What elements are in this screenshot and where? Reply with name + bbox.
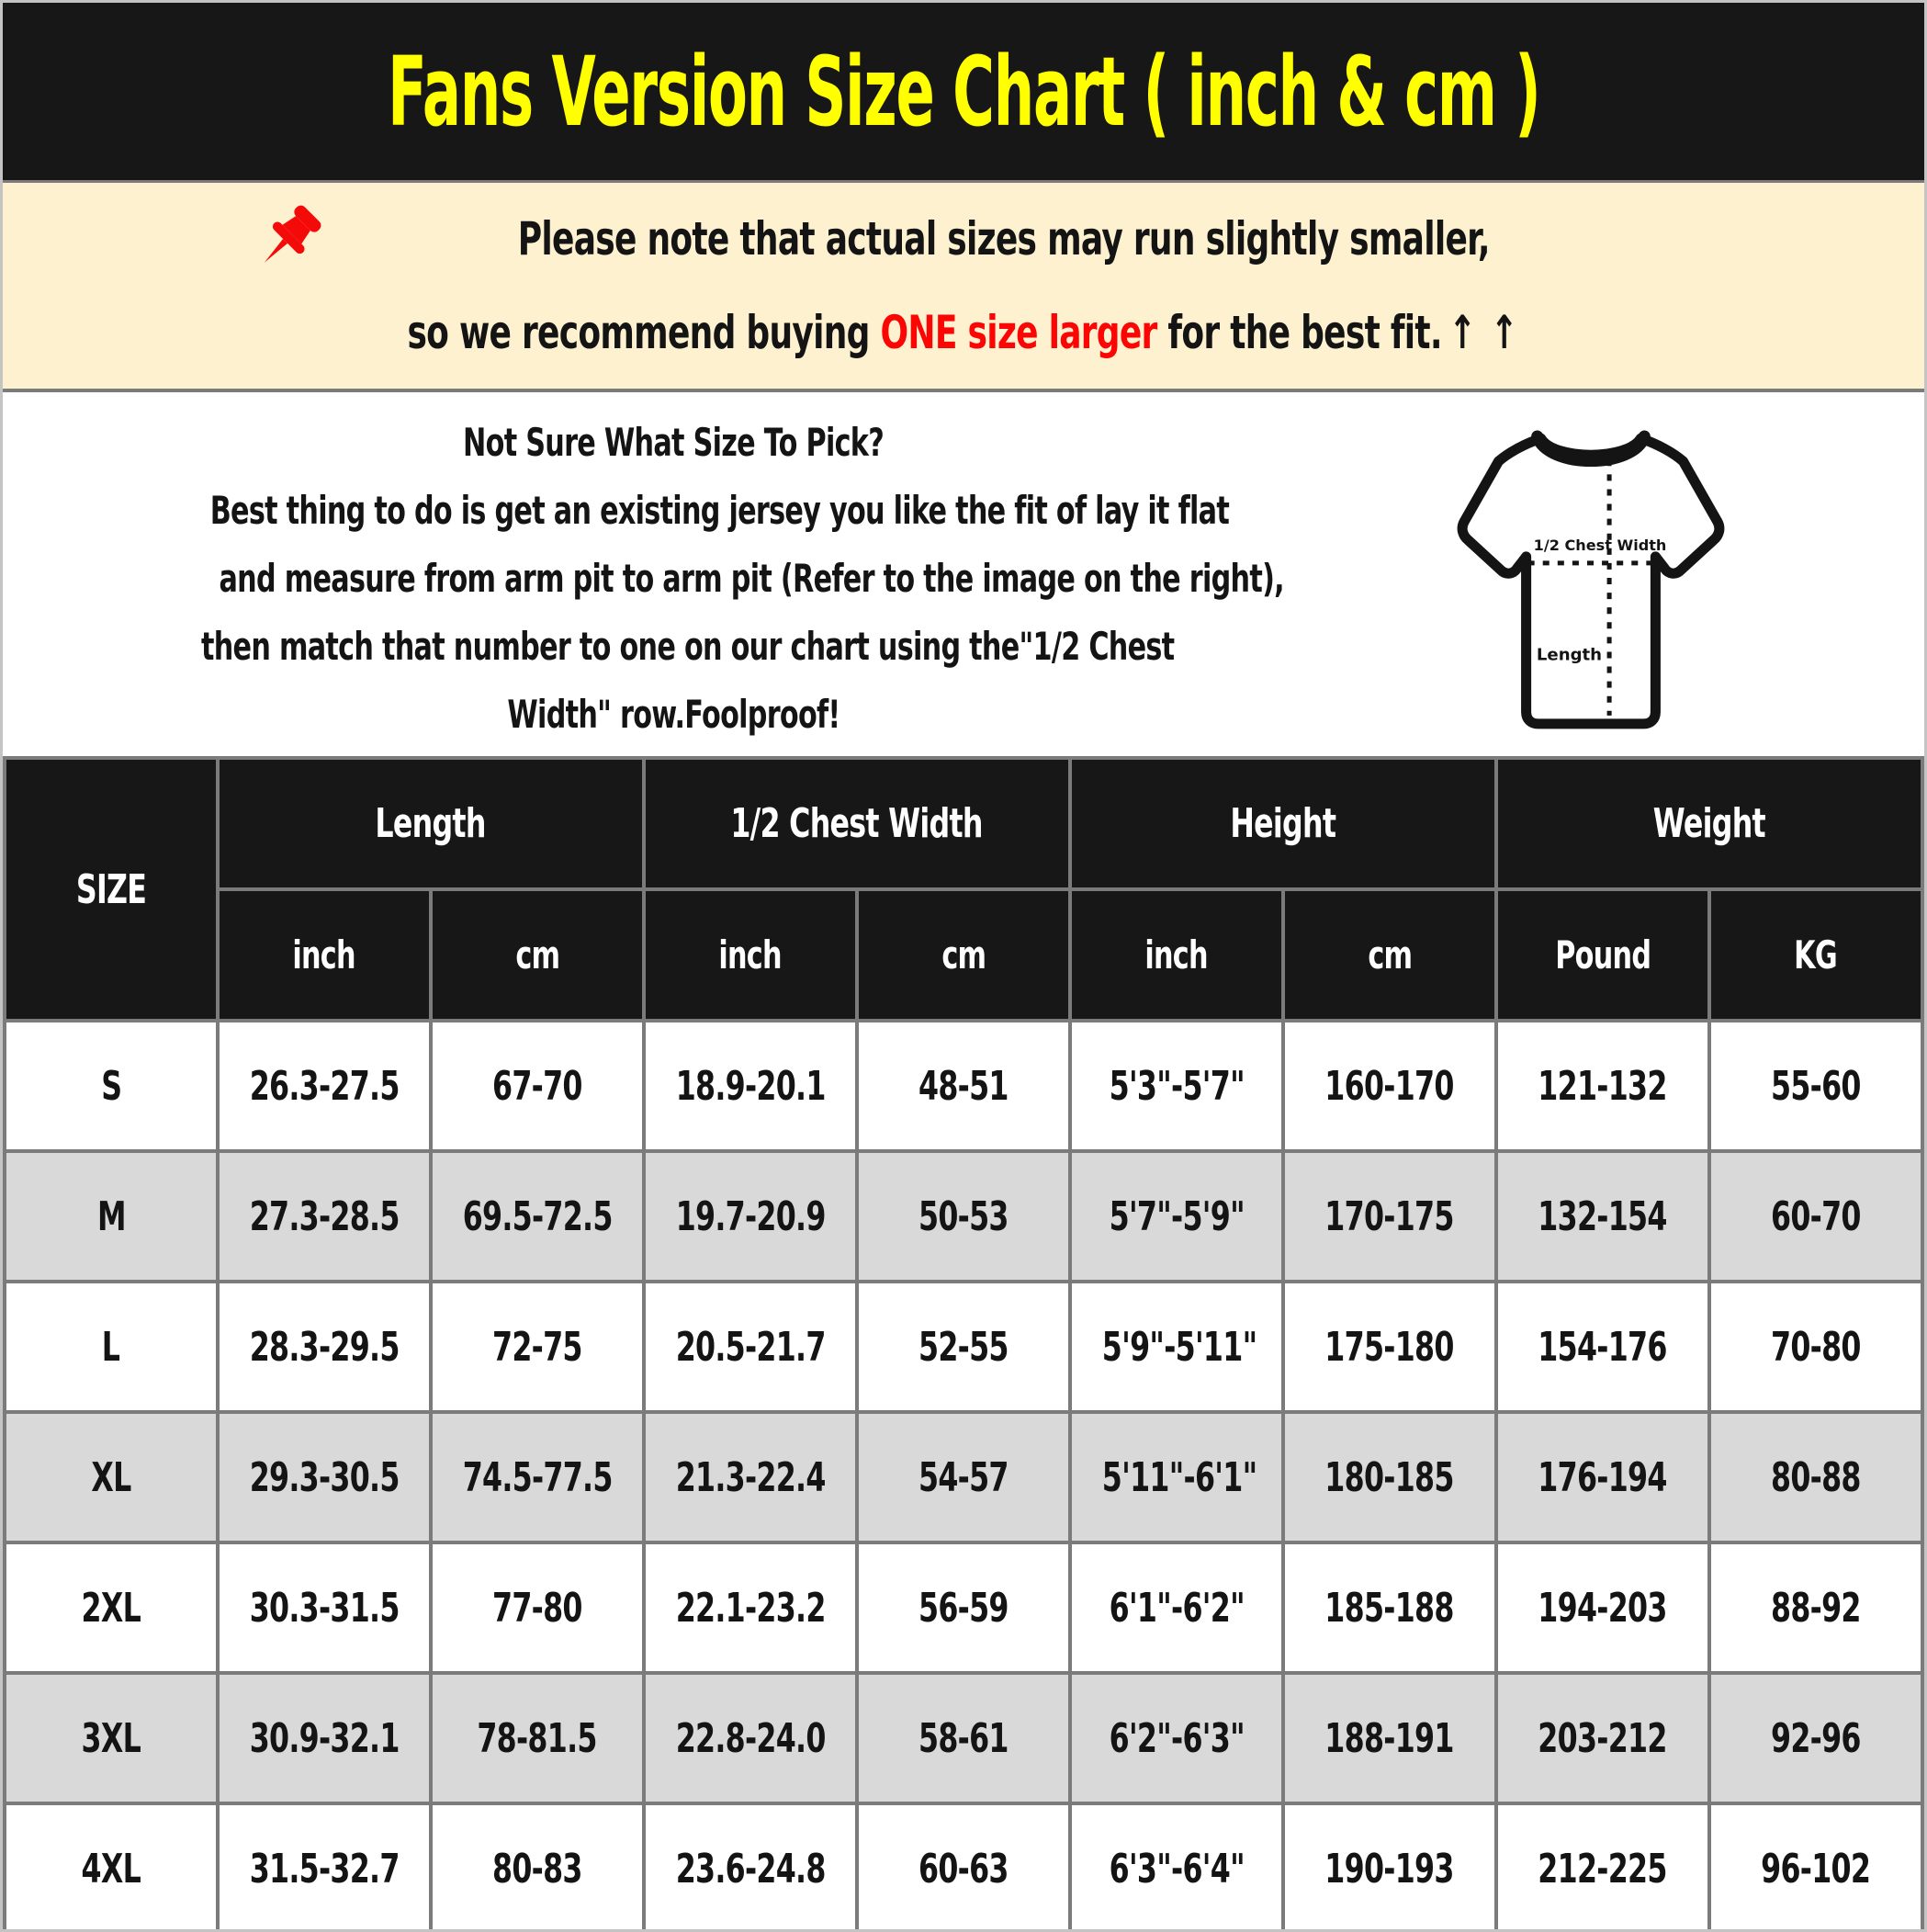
value-cell: 58-61	[857, 1673, 1070, 1803]
value-cell: 203-212	[1496, 1673, 1709, 1803]
value-cell: 29.3-30.5	[218, 1412, 431, 1542]
unit-header-cell: cm	[1283, 889, 1496, 1021]
group-header-chest-width: 1/2 Chest Width	[644, 758, 1070, 889]
value-cell: 27.3-28.5	[218, 1151, 431, 1282]
table-row-3xl	[5, 1673, 1922, 1803]
value-cell: 22.1-23.2	[644, 1542, 857, 1673]
value-cell: 72-75	[431, 1282, 644, 1412]
value-cell: 176-194	[1496, 1412, 1709, 1542]
value-cell: 6'3"-6'4"	[1070, 1803, 1283, 1932]
value-cell: 5'9"-5'11"	[1070, 1282, 1283, 1412]
note-text-2	[408, 288, 1520, 377]
note-banner	[3, 183, 1924, 389]
highlight-text: ONE size larger	[880, 306, 1157, 359]
value-cell: 26.3-27.5	[218, 1021, 431, 1151]
unit-header-cell: inch	[1070, 889, 1283, 1021]
title-bar	[3, 3, 1924, 180]
table-row-xl	[5, 1412, 1922, 1542]
tshirt-measurement-diagram	[1443, 418, 1739, 741]
value-cell: 22.8-24.0	[644, 1673, 857, 1803]
value-cell: 55-60	[1709, 1021, 1922, 1151]
tshirt-icon	[1462, 438, 1719, 724]
value-cell: 20.5-21.7	[644, 1282, 857, 1412]
value-cell: 28.3-29.5	[218, 1282, 431, 1412]
value-cell: 60-70	[1709, 1151, 1922, 1282]
value-cell: 74.5-77.5	[431, 1412, 644, 1542]
value-cell: 69.5-72.5	[431, 1151, 644, 1282]
value-cell: 21.3-22.4	[644, 1412, 857, 1542]
size-cell: 2XL	[5, 1542, 218, 1673]
value-cell: 5'3"-5'7"	[1070, 1021, 1283, 1151]
value-cell: 185-188	[1283, 1542, 1496, 1673]
size-cell: 3XL	[5, 1673, 218, 1803]
value-cell: 212-225	[1496, 1803, 1709, 1932]
note-text-2-prefix: so we recommend buying	[407, 306, 881, 359]
value-cell: 96-102	[1709, 1803, 1922, 1932]
value-cell: 67-70	[431, 1021, 644, 1151]
size-cell: L	[5, 1282, 218, 1412]
value-cell: 30.3-31.5	[218, 1542, 431, 1673]
note-line-2	[191, 288, 1736, 377]
value-cell: 5'7"-5'9"	[1070, 1151, 1283, 1282]
unit-header-cell: cm	[431, 889, 644, 1021]
group-header-row	[5, 758, 1922, 889]
note-text-1: Please note that actual sizes may run slightly smaller,	[517, 212, 1491, 266]
value-cell: 88-92	[1709, 1542, 1922, 1673]
instructions-section	[3, 392, 1924, 756]
instruction-line: Best thing to do is get an existing jersey you like the fit of lay it flat	[209, 488, 1230, 533]
size-cell: 4XL	[5, 1803, 218, 1932]
value-cell: 92-96	[1709, 1673, 1922, 1803]
instruction-line: and measure from arm pit to arm pit (Refer to the image on the right),	[219, 556, 1284, 601]
value-cell: 30.9-32.1	[218, 1673, 431, 1803]
value-cell: 132-154	[1496, 1151, 1709, 1282]
group-header-weight: Weight	[1496, 758, 1922, 889]
value-cell: 56-59	[857, 1542, 1070, 1673]
note-text-2-suffix: for the best fit.	[1156, 306, 1443, 359]
value-cell: 80-83	[431, 1803, 644, 1932]
unit-header-cell: Pound	[1496, 889, 1709, 1021]
value-cell: 154-176	[1496, 1282, 1709, 1412]
unit-header-cell: cm	[857, 889, 1070, 1021]
value-cell: 6'2"-6'3"	[1070, 1673, 1283, 1803]
chest-width-label: 1/2 Chest Width	[1533, 536, 1667, 554]
value-cell: 160-170	[1283, 1021, 1496, 1151]
up-arrows: ↑ ↑	[1448, 306, 1520, 359]
value-cell: 78-81.5	[431, 1673, 644, 1803]
note-line-1	[248, 195, 1679, 283]
value-cell: 50-53	[857, 1151, 1070, 1282]
table-row-m	[5, 1151, 1922, 1282]
value-cell: 52-55	[857, 1282, 1070, 1412]
value-cell: 190-193	[1283, 1803, 1496, 1932]
value-cell: 70-80	[1709, 1282, 1922, 1412]
value-cell: 194-203	[1496, 1542, 1709, 1673]
value-cell: 170-175	[1283, 1151, 1496, 1282]
group-header-height: Height	[1070, 758, 1496, 889]
value-cell: 121-132	[1496, 1021, 1709, 1151]
value-cell: 5'11"-6'1"	[1070, 1412, 1283, 1542]
value-cell: 175-180	[1283, 1282, 1496, 1412]
table-row-s	[5, 1021, 1922, 1151]
group-header-length: Length	[218, 758, 644, 889]
value-cell: 6'1"-6'2"	[1070, 1542, 1283, 1673]
value-cell: 180-185	[1283, 1412, 1496, 1542]
value-cell: 60-63	[857, 1803, 1070, 1932]
unit-header-cell: inch	[644, 889, 857, 1021]
table-row-l	[5, 1282, 1922, 1412]
size-cell: XL	[5, 1412, 218, 1542]
unit-header-cell: inch	[218, 889, 431, 1021]
value-cell: 80-88	[1709, 1412, 1922, 1542]
value-cell: 23.6-24.8	[644, 1803, 857, 1932]
value-cell: 31.5-32.7	[218, 1803, 431, 1932]
value-cell: 54-57	[857, 1412, 1070, 1542]
unit-header-row	[5, 889, 1922, 1021]
value-cell: 48-51	[857, 1021, 1070, 1151]
pushpin-icon	[248, 197, 327, 281]
page-title: Fans Version Size Chart ( inch & cm )	[387, 35, 1540, 148]
tshirt-collar	[1538, 436, 1645, 460]
value-cell: 188-191	[1283, 1673, 1496, 1803]
instruction-line: then match that number to one on our chart using the"1/2 Chest	[200, 624, 1175, 669]
value-cell: 18.9-20.1	[644, 1021, 857, 1151]
instructions-heading: Not Sure What Size To Pick?	[463, 420, 884, 465]
value-cell: 19.7-20.9	[644, 1151, 857, 1282]
size-cell: M	[5, 1151, 218, 1282]
table-row-4xl	[5, 1803, 1922, 1932]
size-cell: S	[5, 1021, 218, 1151]
instruction-line: Width" row.Foolproof!	[506, 692, 840, 737]
instructions-text	[12, 409, 1335, 749]
unit-header-cell: KG	[1709, 889, 1922, 1021]
corner-header-cell: SIZE	[5, 758, 218, 1021]
value-cell: 77-80	[431, 1542, 644, 1673]
table-row-2xl	[5, 1542, 1922, 1673]
size-table	[3, 756, 1924, 1932]
length-label: Length	[1536, 645, 1603, 665]
